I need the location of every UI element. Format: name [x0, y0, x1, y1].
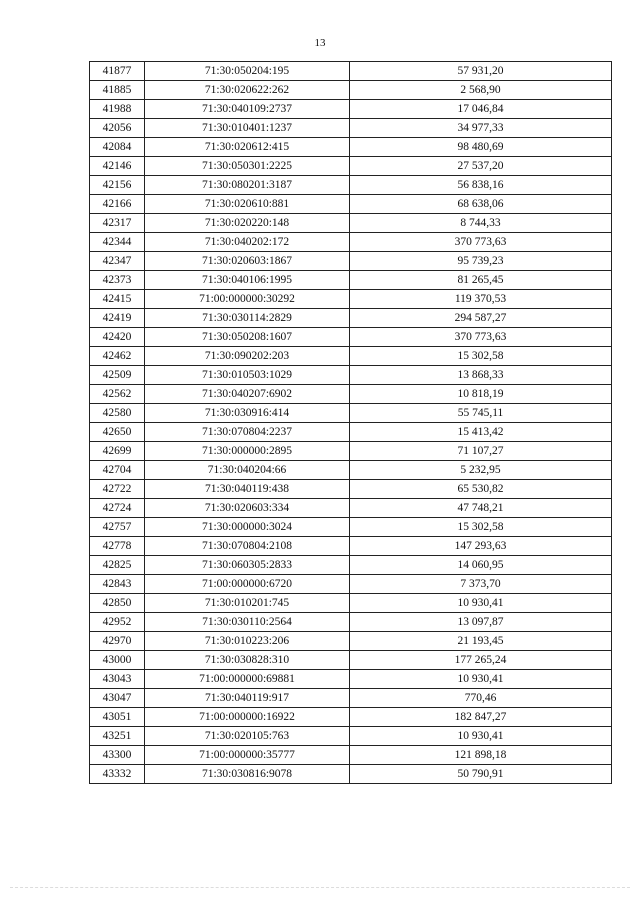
- cadastral-number-cell: 71:30:030916:414: [145, 404, 350, 423]
- value-cell: 27 537,20: [350, 157, 612, 176]
- value-cell: 14 060,95: [350, 556, 612, 575]
- cadastral-number-cell: 71:30:030114:2829: [145, 309, 350, 328]
- row-number-cell: 42344: [90, 233, 145, 252]
- row-number-cell: 42699: [90, 442, 145, 461]
- row-number-cell: 42724: [90, 499, 145, 518]
- value-cell: 68 638,06: [350, 195, 612, 214]
- table-row: [90, 62, 612, 81]
- table-row: [90, 100, 612, 119]
- value-cell: 71 107,27: [350, 442, 612, 461]
- value-cell: 13 868,33: [350, 366, 612, 385]
- row-number-cell: 42462: [90, 347, 145, 366]
- table-row: [90, 81, 612, 100]
- cadastral-number-cell: 71:30:030110:2564: [145, 613, 350, 632]
- table-row: [90, 347, 612, 366]
- value-cell: 50 790,91: [350, 765, 612, 784]
- cadastral-number-cell: 71:30:040109:2737: [145, 100, 350, 119]
- cadastral-number-cell: 71:30:000000:3024: [145, 518, 350, 537]
- table-row: [90, 271, 612, 290]
- row-number-cell: 42509: [90, 366, 145, 385]
- table-row: [90, 461, 612, 480]
- cadastral-number-cell: 71:30:030816:9078: [145, 765, 350, 784]
- row-number-cell: 42420: [90, 328, 145, 347]
- row-number-cell: 43332: [90, 765, 145, 784]
- table-row: [90, 404, 612, 423]
- row-number-cell: 42146: [90, 157, 145, 176]
- table-row: [90, 613, 612, 632]
- cadastral-number-cell: 71:30:040207:6902: [145, 385, 350, 404]
- cadastral-number-cell: 71:30:020220:148: [145, 214, 350, 233]
- value-cell: 13 097,87: [350, 613, 612, 632]
- cadastral-number-cell: 71:30:000000:2895: [145, 442, 350, 461]
- row-number-cell: 41885: [90, 81, 145, 100]
- row-number-cell: 42347: [90, 252, 145, 271]
- row-number-cell: 42650: [90, 423, 145, 442]
- cadastral-number-cell: 71:30:040204:66: [145, 461, 350, 480]
- table-row: [90, 499, 612, 518]
- value-cell: 177 265,24: [350, 651, 612, 670]
- cadastral-number-cell: 71:30:040119:917: [145, 689, 350, 708]
- cadastral-number-cell: 71:30:010223:206: [145, 632, 350, 651]
- table-row: [90, 214, 612, 233]
- registry-table-body: [90, 62, 612, 784]
- cadastral-number-cell: 71:30:040202:172: [145, 233, 350, 252]
- scan-artifact-line: [10, 887, 630, 890]
- table-row: [90, 575, 612, 594]
- table-row: [90, 442, 612, 461]
- row-number-cell: 42843: [90, 575, 145, 594]
- row-number-cell: 42778: [90, 537, 145, 556]
- value-cell: 147 293,63: [350, 537, 612, 556]
- value-cell: 81 265,45: [350, 271, 612, 290]
- value-cell: 294 587,27: [350, 309, 612, 328]
- row-number-cell: 42562: [90, 385, 145, 404]
- cadastral-number-cell: 71:30:010503:1029: [145, 366, 350, 385]
- row-number-cell: 42415: [90, 290, 145, 309]
- value-cell: 10 930,41: [350, 594, 612, 613]
- cadastral-number-cell: 71:30:020612:415: [145, 138, 350, 157]
- row-number-cell: 41877: [90, 62, 145, 81]
- row-number-cell: 43047: [90, 689, 145, 708]
- value-cell: 95 739,23: [350, 252, 612, 271]
- row-number-cell: 42166: [90, 195, 145, 214]
- row-number-cell: 42419: [90, 309, 145, 328]
- cadastral-number-cell: 71:30:090202:203: [145, 347, 350, 366]
- table-row: [90, 195, 612, 214]
- cadastral-number-cell: 71:00:000000:6720: [145, 575, 350, 594]
- row-number-cell: 42722: [90, 480, 145, 499]
- value-cell: 182 847,27: [350, 708, 612, 727]
- row-number-cell: 42704: [90, 461, 145, 480]
- row-number-cell: 41988: [90, 100, 145, 119]
- value-cell: 370 773,63: [350, 233, 612, 252]
- value-cell: 370 773,63: [350, 328, 612, 347]
- table-row: [90, 594, 612, 613]
- value-cell: 55 745,11: [350, 404, 612, 423]
- table-row: [90, 537, 612, 556]
- value-cell: 10 818,19: [350, 385, 612, 404]
- cadastral-number-cell: 71:30:050204:195: [145, 62, 350, 81]
- table-row: [90, 385, 612, 404]
- cadastral-number-cell: 71:30:050301:2225: [145, 157, 350, 176]
- cadastral-number-cell: 71:30:020622:262: [145, 81, 350, 100]
- table-row: [90, 309, 612, 328]
- row-number-cell: 42373: [90, 271, 145, 290]
- value-cell: 2 568,90: [350, 81, 612, 100]
- cadastral-number-cell: 71:30:040119:438: [145, 480, 350, 499]
- cadastral-number-cell: 71:30:020603:334: [145, 499, 350, 518]
- value-cell: 10 930,41: [350, 727, 612, 746]
- table-row: [90, 670, 612, 689]
- table-row: [90, 689, 612, 708]
- value-cell: 15 413,42: [350, 423, 612, 442]
- cadastral-number-cell: 71:30:080201:3187: [145, 176, 350, 195]
- value-cell: 119 370,53: [350, 290, 612, 309]
- registry-table: [89, 61, 612, 784]
- row-number-cell: 42317: [90, 214, 145, 233]
- row-number-cell: 42825: [90, 556, 145, 575]
- table-row: [90, 176, 612, 195]
- table-row: [90, 651, 612, 670]
- value-cell: 7 373,70: [350, 575, 612, 594]
- table-row: [90, 157, 612, 176]
- row-number-cell: 42952: [90, 613, 145, 632]
- value-cell: 5 232,95: [350, 461, 612, 480]
- table-row: [90, 708, 612, 727]
- cadastral-number-cell: 71:30:070804:2237: [145, 423, 350, 442]
- row-number-cell: 43043: [90, 670, 145, 689]
- cadastral-number-cell: 71:00:000000:30292: [145, 290, 350, 309]
- table-row: [90, 480, 612, 499]
- row-number-cell: 43051: [90, 708, 145, 727]
- value-cell: 121 898,18: [350, 746, 612, 765]
- table-row: [90, 233, 612, 252]
- cadastral-number-cell: 71:30:020603:1867: [145, 252, 350, 271]
- value-cell: 65 530,82: [350, 480, 612, 499]
- cadastral-number-cell: 71:00:000000:69881: [145, 670, 350, 689]
- cadastral-number-cell: 71:30:040106:1995: [145, 271, 350, 290]
- value-cell: 17 046,84: [350, 100, 612, 119]
- cadastral-number-cell: 71:30:010201:745: [145, 594, 350, 613]
- row-number-cell: 43251: [90, 727, 145, 746]
- table-row: [90, 328, 612, 347]
- table-row: [90, 727, 612, 746]
- table-row: [90, 746, 612, 765]
- row-number-cell: 42757: [90, 518, 145, 537]
- row-number-cell: 42580: [90, 404, 145, 423]
- cadastral-number-cell: 71:30:020610:881: [145, 195, 350, 214]
- row-number-cell: 42084: [90, 138, 145, 157]
- cadastral-number-cell: 71:30:020105:763: [145, 727, 350, 746]
- value-cell: 770,46: [350, 689, 612, 708]
- value-cell: 10 930,41: [350, 670, 612, 689]
- row-number-cell: 43300: [90, 746, 145, 765]
- value-cell: 15 302,58: [350, 518, 612, 537]
- table-row: [90, 632, 612, 651]
- value-cell: 56 838,16: [350, 176, 612, 195]
- cadastral-number-cell: 71:30:030828:310: [145, 651, 350, 670]
- row-number-cell: 42970: [90, 632, 145, 651]
- cadastral-number-cell: 71:30:010401:1237: [145, 119, 350, 138]
- cadastral-number-cell: 71:30:050208:1607: [145, 328, 350, 347]
- value-cell: 98 480,69: [350, 138, 612, 157]
- row-number-cell: 43000: [90, 651, 145, 670]
- value-cell: 47 748,21: [350, 499, 612, 518]
- table-row: [90, 556, 612, 575]
- value-cell: 8 744,33: [350, 214, 612, 233]
- value-cell: 15 302,58: [350, 347, 612, 366]
- cadastral-number-cell: 71:00:000000:16922: [145, 708, 350, 727]
- table-row: [90, 252, 612, 271]
- table-row: [90, 518, 612, 537]
- value-cell: 34 977,33: [350, 119, 612, 138]
- cadastral-number-cell: 71:00:000000:35777: [145, 746, 350, 765]
- table-row: [90, 765, 612, 784]
- row-number-cell: 42156: [90, 176, 145, 195]
- table-row: [90, 119, 612, 138]
- row-number-cell: 42850: [90, 594, 145, 613]
- row-number-cell: 42056: [90, 119, 145, 138]
- value-cell: 21 193,45: [350, 632, 612, 651]
- cadastral-number-cell: 71:30:070804:2108: [145, 537, 350, 556]
- table-row: [90, 138, 612, 157]
- page-number: 13: [314, 37, 326, 49]
- table-row: [90, 290, 612, 309]
- value-cell: 57 931,20: [350, 62, 612, 81]
- cadastral-number-cell: 71:30:060305:2833: [145, 556, 350, 575]
- table-row: [90, 423, 612, 442]
- table-row: [90, 366, 612, 385]
